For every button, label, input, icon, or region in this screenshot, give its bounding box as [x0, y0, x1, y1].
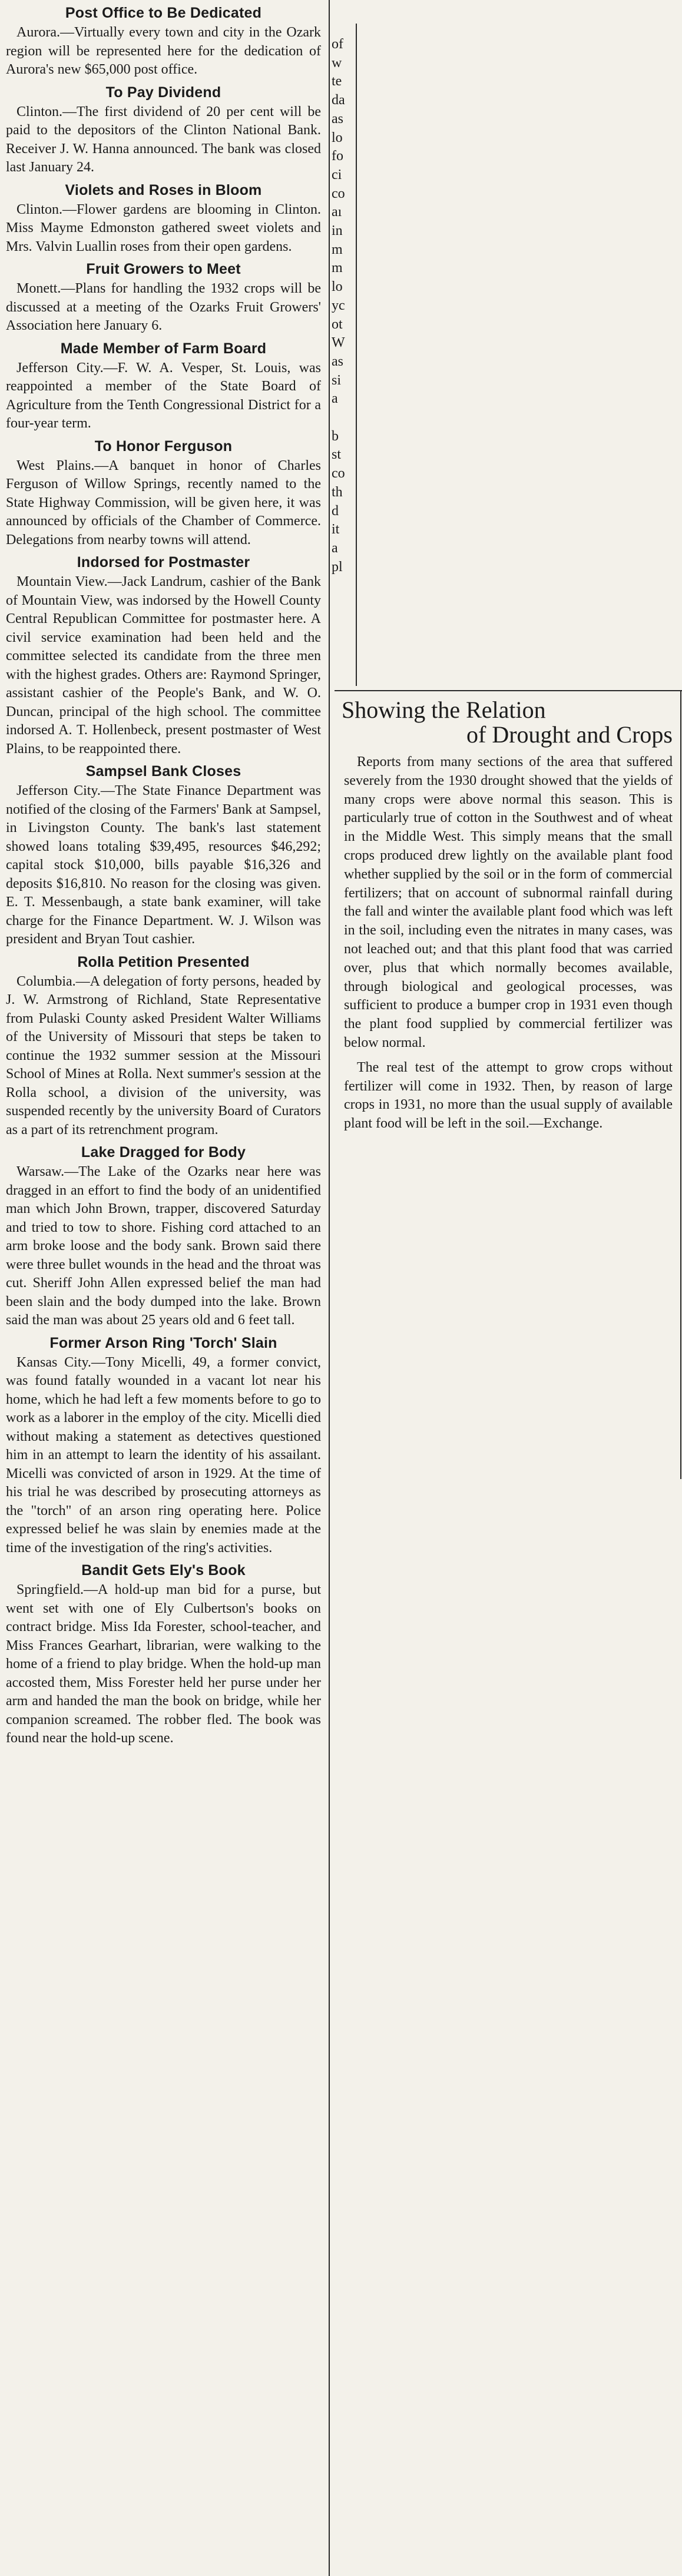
strip-fragment: as: [332, 111, 343, 127]
story-body: Jefferson City.—The State Finance Department was notified of the closing of the Farmers' Bank at Sampsel, in Livingston County. The bank's last statement showed loans totaling $39,495, resources $46,292; capital stock $10,000, bills payable $16,326 and deposits $16,810. No reason for the closing was given. E. T. Messenbaugh, a state bank examiner, will take charge for the Finance Department. W. J. Wilson was president and Bryan Tout cashier.: [6, 783, 321, 947]
news-story: [0, 181, 327, 257]
news-story: [0, 1334, 327, 1558]
strip-fragment: as: [332, 353, 343, 369]
news-story: [0, 1561, 327, 1748]
story-headline: Former Arson Ring 'Torch' Slain: [49, 1334, 277, 1351]
feature-headline: [338, 698, 678, 747]
story-body: Springfield.—A hold-up man bid for a purse, but went set with one of Ely Culbertson's books on contract bridge. Miss Ida Forester, school-teacher, and Miss Frances Gearhart, librarian, were walking to the home of a friend to play bridge. When the hold-up man accosted them, Miss Forester held her purse under her arm and handed the man the book on bridge, while her companion screamed. The robber fled. The book was found near the hold-up scene.: [6, 1582, 321, 1746]
story-body: Warsaw.—The Lake of the Ozarks near here was dragged in an effort to find the body of an unidentified man which John Brown, trapper, discovered Saturday and tried to tow to shore. Fishing cord attached to an arm broke loose and the body sank. Brown said there were three bullet wounds in the head and the throat was cut. Sheriff John Allen expressed belief the man had been slain and the body dumped into the lake. Brown said the man was about 25 years old and 6 feet tall.: [6, 1164, 321, 1328]
strip-fragment: lo: [332, 130, 343, 145]
strip-fragment: m: [332, 241, 343, 257]
strip-fragment: co: [332, 185, 345, 201]
news-story: [0, 553, 327, 758]
story-body: Clinton.—Flower gardens are blooming in Clinton. Miss Mayme Edmonston gathered sweet violets and Mrs. Valvin Luallin roses from their open gardens.: [6, 201, 321, 254]
strip-fragment: ot: [332, 316, 343, 332]
strip-fragment: aı: [332, 204, 342, 220]
feature-paragraph: Reports from many sections of the area that suffered severely from the 1930 drought showed that the yields of many crops were above normal this season. This is particularly true of cotton in the Southwest and of wheat in the Middle West. This simply means that the small crops produced drew lightly on the available plant food whether supplied by the soil or in the form of commercial fertilizers; that on account of subnormal rainfall during the fall and winter the available plant food which was left in the soil, including even the nitrates in many cases, was not leached out; and that this plant food that was carried over, plus that which normally becomes available, through biological and geological processes, was sufficient to produce a bumper crop in 1931 even though the plant food supplied by commercial fertilizer was below normal.: [344, 754, 673, 1050]
strip-fragment: th: [332, 484, 343, 500]
story-body: Mountain View.—Jack Landrum, cashier of the Bank of Mountain View, was indorsed by the Howell County Central Republican Committee for postmaster here. A civil service examination had been held and the committee selected its candidate from the three men with the highest grades. Others are: Raymond Springer, assistant cashier of the People's Bank, and W. O. Duncan, principal of the high school. The committee indorsed A. T. Hollenbeck, present postmaster of West Plains, to be reappointed there.: [6, 574, 321, 757]
feature-border-right: [680, 690, 681, 1479]
story-headline: Violets and Roses in Bloom: [65, 181, 262, 198]
feature-paragraph: The real test of the attempt to grow crops without fertilizer will come in 1932. Then, by reason of large crops in 1931, no more than the usual supply of available plant food will be left in the soil.—Exchange.: [344, 1059, 673, 1132]
strip-fragment: co: [332, 466, 345, 482]
strip-fragment: st: [332, 447, 342, 463]
strip-fragment: w: [332, 55, 342, 71]
story-headline: To Honor Ferguson: [94, 437, 233, 455]
story-headline: Sampsel Bank Closes: [85, 763, 241, 780]
strip-fragment: ci: [332, 167, 342, 183]
strip-fragment: fo: [332, 148, 343, 164]
story-body: Monett.—Plans for handling the 1932 crops will be discussed at a meeting of the Ozarks Fruit Growers' Association here January 6.: [6, 281, 321, 333]
story-body: Clinton.—The first dividend of 20 per cent will be paid to the depositors of the Clinton National Bank. Receiver J. W. Hanna announced. The bank was closed last January 24.: [6, 104, 321, 175]
strip-fragment: si: [332, 372, 342, 388]
news-story: [0, 1143, 327, 1330]
strip-fragment: lo: [332, 279, 343, 295]
news-story: [0, 339, 327, 433]
column-rule-strip: [356, 24, 357, 686]
strip-fragment: b: [332, 428, 339, 444]
news-story: [0, 953, 327, 1140]
strip-fragment: of: [332, 37, 343, 52]
feature-headline-line1: Showing the Relation: [342, 697, 546, 723]
story-headline: Indorsed for Postmaster: [77, 554, 250, 571]
news-story: [0, 437, 327, 550]
story-body: Jefferson City.—F. W. A. Vesper, St. Louis, was reappointed a member of the State Board of Agriculture from the Tenth Congressional District for a four-year term.: [6, 360, 322, 431]
news-story: [0, 762, 327, 949]
story-headline: Made Member of Farm Board: [60, 340, 267, 357]
story-body: Columbia.—A delegation of forty persons, headed by J. W. Armstrong of Richland, State Representative from Pulaski County asked President Walter Williams of the University of Missouri that steps be taken to continue the 1932 summer session at the Missouri School of Mines at Rolla. Next summer's session at the Rolla school, a division of the university, was suspended recently by the university Board of Curators as a part of its retrenchment program.: [6, 973, 321, 1138]
story-body: Kansas City.—Tony Micelli, 49, a former convict, was found fatally wounded in a vacant lot near his home, which he had left a few moments before to go to work as a laborer in the employ of the city. Micelli died without making a statement as detectives questioned him in an attempt to learn the identity of his assailant. Micelli was convicted of arson in 1929. At the time of his trial he was described by prosecuting attorneys as the "torch" of an arson ring operating here. Police expressed belief he was slain by enemies made at the time of the investigation of the ring's activities.: [6, 1354, 321, 1556]
left-news-column: [0, 0, 327, 2576]
strip-fragment: pl: [332, 559, 343, 575]
strip-fragment: [332, 409, 353, 427]
story-headline: Lake Dragged for Body: [81, 1144, 246, 1161]
story-headline: Rolla Petition Presented: [77, 953, 250, 970]
news-story: [0, 260, 327, 336]
strip-fragment: d: [332, 503, 339, 519]
column-rule-left: [329, 0, 330, 2576]
clipped-column-strip: [332, 35, 353, 659]
story-body: Aurora.—Virtually every town and city in the Ozark region will be represented here for the dedication of Aurora's new $65,000 post office.: [6, 25, 321, 77]
news-story: [0, 83, 327, 177]
story-body: West Plains.—A banquet in honor of Charles Ferguson of Willow Springs, recently named to the State Highway Commission, will be given here, it was announced by officials of the Chamber of Commerce. Delegations from nearby towns will attend.: [6, 457, 321, 548]
feature-headline-line2: of Drought and Crops: [466, 721, 673, 748]
story-headline: To Pay Dividend: [105, 84, 221, 101]
strip-fragment: it: [332, 522, 340, 538]
strip-fragment: W: [332, 335, 345, 351]
story-headline: Bandit Gets Ely's Book: [81, 1562, 246, 1579]
news-story: [0, 4, 327, 79]
strip-fragment: m: [332, 260, 343, 276]
feature-article: [338, 698, 678, 1133]
strip-fragment: da: [332, 92, 345, 108]
strip-fragment: in: [332, 223, 343, 239]
strip-fragment: te: [332, 74, 342, 89]
feature-top-rule: [335, 690, 682, 691]
strip-fragment: a: [332, 391, 338, 407]
story-headline: Fruit Growers to Meet: [86, 261, 241, 277]
strip-fragment: a: [332, 540, 338, 556]
strip-fragment: yc: [332, 297, 345, 313]
story-headline: Post Office to Be Dedicated: [65, 5, 262, 21]
